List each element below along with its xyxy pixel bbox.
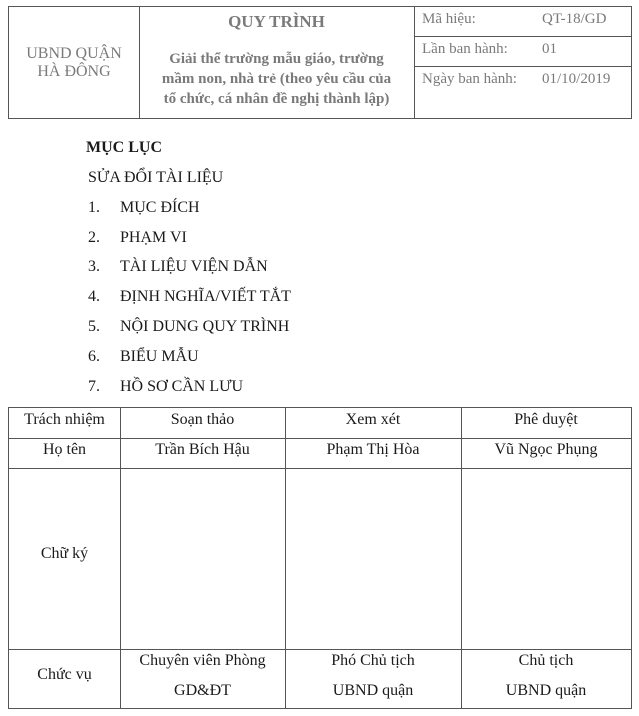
document-header-table <box>8 6 632 119</box>
toc-item-label: BIỂU MẪU <box>120 348 199 365</box>
meta-label: Ngày ban hành: <box>422 71 517 87</box>
toc-item-label: TÀI LIỆU VIỆN DẪN <box>120 258 268 275</box>
toc-title: MỤC LỤC <box>86 139 162 156</box>
approver-position-line-2: UBND quận <box>505 682 587 699</box>
drafter-position-line-2: GD&ĐT <box>174 682 231 699</box>
reviewer-position-line-1: Phó Chủ tịch <box>331 652 415 669</box>
meta-value: QT-18/GD <box>542 11 607 27</box>
subtitle-line-1: Giải thể trường mẫu giáo, trường <box>169 51 384 67</box>
document-subtitle <box>145 49 408 109</box>
row-divider <box>9 649 631 650</box>
toc-item-number: 3. <box>88 258 100 275</box>
meta-label: Lần ban hành: <box>422 41 508 57</box>
row-divider <box>9 438 631 439</box>
toc-item-label: MỤC ĐÍCH <box>120 199 200 216</box>
meta-row-code <box>414 7 631 37</box>
drafter-position-line-1: Chuyên viên Phòng <box>139 652 266 669</box>
signature-label: Chữ ký <box>40 545 89 562</box>
meta-value: 01/10/2019 <box>542 71 611 87</box>
toc-item-label: HỒ SƠ CẦN LƯU <box>120 378 244 395</box>
meta-label: Mã hiệu: <box>422 11 476 27</box>
toc-item-label: NỘI DUNG QUY TRÌNH <box>120 318 290 335</box>
toc-item-number: 6. <box>88 348 100 365</box>
subtitle-line-2: mầm non, nhà trẻ (theo yêu cầu của <box>161 71 392 87</box>
header-reviewed: Xem xét <box>345 411 401 428</box>
toc-item-label: PHẠM VI <box>120 229 187 246</box>
subtitle-line-3: tổ chức, cá nhân đề nghị thành lập) <box>163 91 390 107</box>
name-label: Họ tên <box>42 441 87 458</box>
header-drafted: Soạn thảo <box>170 411 235 428</box>
toc-item-label: ĐỊNH NGHĨA/VIẾT TẮT <box>120 288 291 305</box>
drafter-name: Trần Bích Hậu <box>155 441 250 458</box>
toc-item-number: 5. <box>88 318 100 335</box>
reviewer-position-line-2: UBND quận <box>332 682 414 699</box>
approver-name: Vũ Ngọc Phụng <box>494 441 598 458</box>
organization-line-1: UBND QUẬN <box>26 44 122 62</box>
toc-preface: SỬA ĐỔI TÀI LIỆU <box>88 169 224 186</box>
approver-position-line-1: Chủ tịch <box>518 652 574 669</box>
organization-cell <box>9 7 140 118</box>
header-approved: Phê duyệt <box>514 411 578 428</box>
toc-item-number: 1. <box>88 199 100 216</box>
metadata-cell <box>414 7 631 118</box>
document-title: QUY TRÌNH <box>228 12 325 31</box>
signature-table <box>8 407 632 709</box>
meta-row-edition <box>414 37 631 67</box>
meta-row-date <box>414 67 631 97</box>
toc-item-number: 7. <box>88 378 100 395</box>
header-responsibility: Trách nhiệm <box>24 411 105 428</box>
meta-value: 01 <box>542 41 557 57</box>
row-divider <box>9 468 631 469</box>
title-cell <box>139 7 415 118</box>
reviewer-name: Phạm Thị Hòa <box>326 441 420 458</box>
organization-line-2: HÀ ĐÔNG <box>37 62 111 80</box>
toc-item-number: 2. <box>88 229 100 246</box>
toc-item-number: 4. <box>88 288 100 305</box>
position-label: Chức vụ <box>37 666 92 683</box>
